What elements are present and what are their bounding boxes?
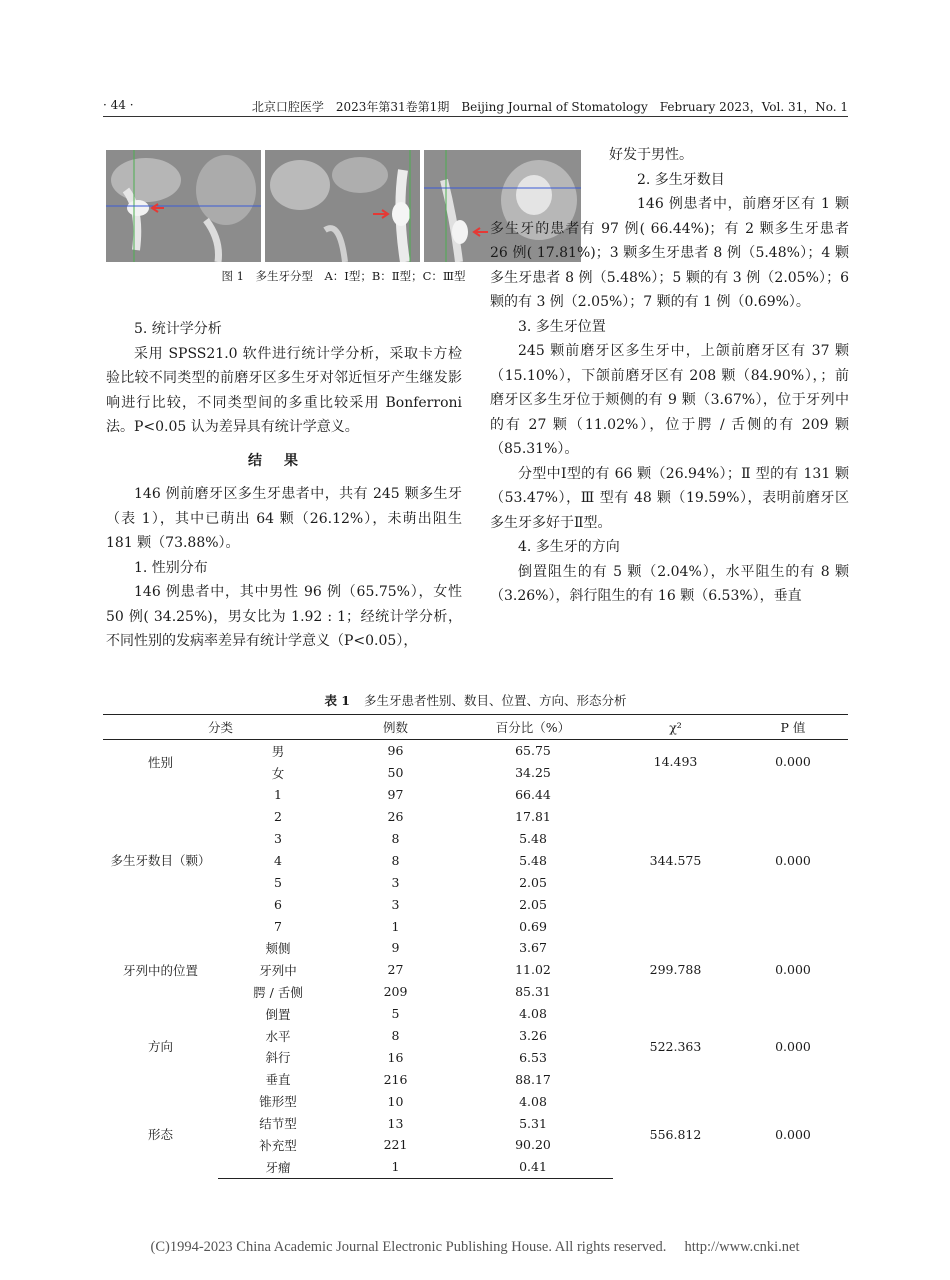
table-title: 多生牙患者性别、数目、位置、方向、形态分析 — [364, 693, 627, 708]
subcategory-cell: 结节型 — [259, 1116, 297, 1132]
table-row — [103, 784, 848, 806]
table-header-row — [103, 715, 848, 740]
count-cell: 96 — [387, 743, 404, 759]
subcategory-cell: 锥形型 — [259, 1094, 297, 1110]
table-row — [103, 937, 848, 959]
p-value-cell: 0.000 — [775, 1038, 811, 1054]
count-cell: 8 — [391, 1028, 400, 1044]
sex-heading: 1. 性别分布 — [134, 559, 208, 576]
count-cell: 1 — [338, 1156, 453, 1178]
count-cell: 10 — [387, 1093, 404, 1109]
panel-b — [265, 150, 420, 262]
subcategory-cell: 倒置 — [265, 1006, 291, 1022]
header-count: 例数 — [338, 715, 453, 740]
count-cell: 3 — [391, 874, 400, 890]
percent-cell: 2.05 — [519, 874, 547, 890]
percent-cell: 3.67 — [519, 940, 547, 956]
count-cell: 27 — [387, 962, 404, 978]
count-cell: 9 — [391, 940, 400, 956]
chi-square-cell: 299.788 — [649, 962, 702, 978]
results-paragraph: 146 例前磨牙区多生牙患者中，共有 245 颗多生牙（表 1），其中已萌出 64 颗（26.12%），未萌出阻生 181 颗（73.88%）。 — [106, 486, 462, 551]
subcategory-cell: 补充型 — [259, 1137, 297, 1153]
header-category: 分类 — [103, 715, 338, 740]
panel-a — [106, 150, 261, 262]
table-row — [103, 1003, 848, 1025]
subcategory-cell: 牙瘤 — [218, 1156, 338, 1178]
number-heading: 2. 多生牙数目 — [637, 171, 725, 188]
subcategory-cell: 5 — [274, 874, 282, 890]
continued-text: 好发于男性。 — [609, 147, 693, 163]
type-paragraph: 分型中Ⅰ型的有 66 颗（26.94%）；Ⅱ 型的有 131 颗（53.47%），Ⅲ 型有 48 颗（19.59%），表明前磨牙区多生牙多好于Ⅱ型。 — [490, 465, 849, 531]
percent-cell: 11.02 — [515, 962, 551, 978]
percent-cell: 90.20 — [515, 1137, 551, 1153]
table-label: 表 1 — [324, 693, 351, 708]
p-value-cell: 0.000 — [775, 962, 811, 978]
chi-square-cell: 522.363 — [649, 1038, 702, 1054]
group-name-cell: 多生牙数目（颗） — [110, 853, 211, 869]
table-caption — [103, 691, 848, 709]
count-cell: 5 — [391, 1006, 400, 1022]
page-number: · 44 · — [103, 98, 134, 112]
count-cell: 8 — [391, 852, 400, 868]
count-cell: 97 — [387, 787, 404, 803]
count-cell: 50 — [387, 765, 404, 781]
count-cell: 8 — [391, 831, 400, 846]
p-value-cell: 0.000 — [775, 1126, 811, 1142]
percent-cell: 2.05 — [519, 896, 547, 912]
table-row — [103, 1090, 848, 1112]
right-column-top — [609, 143, 849, 192]
count-cell: 26 — [387, 809, 404, 825]
count-cell: 13 — [387, 1115, 404, 1131]
subcategory-cell: 斜行 — [265, 1050, 291, 1066]
subcategory-cell: 垂直 — [265, 1072, 291, 1088]
subcategory-cell: 4 — [274, 852, 282, 868]
percent-cell: 5.48 — [519, 831, 547, 846]
count-cell: 3 — [391, 896, 400, 912]
subcategory-cell: 女 — [271, 765, 285, 781]
journal-info: 北京口腔医学 2023年第31卷第1期 Beijing Journal of Stomatology February 2023，Vol. 31，No. 1 — [251, 100, 848, 114]
count-cell: 216 — [383, 1071, 408, 1087]
header-chi: χ² — [613, 715, 738, 740]
percent-cell: 5.31 — [519, 1115, 547, 1131]
chi-square-cell: 14.493 — [653, 754, 698, 770]
chi-square-cell: 556.812 — [649, 1126, 702, 1142]
stat-paragraph: 采用 SPSS21.0 软件进行统计学分析，采取卡方检验比较不同类型的前磨牙区多生牙对邻近恒牙产生继发影响进行比较，不同类型间的多重比较采用 Bonferroni 法。P<0.05 认为差异具有统计学意义。 — [106, 345, 462, 435]
percent-cell: 17.81 — [515, 809, 551, 825]
percent-cell: 65.75 — [515, 743, 551, 759]
count-cell: 209 — [383, 984, 408, 1000]
results-table — [103, 714, 848, 1179]
direction-paragraph: 倒置阻生的有 5 颗（2.04%），水平阻生的有 8 颗（3.26%），斜行阻生的有 16 颗（6.53%），垂直 — [490, 563, 849, 604]
percent-cell: 3.26 — [519, 1028, 547, 1044]
percent-cell: 88.17 — [515, 1071, 551, 1087]
direction-heading: 4. 多生牙的方向 — [518, 539, 620, 555]
group-name-cell: 性别 — [147, 754, 173, 770]
count-cell: 16 — [387, 1049, 404, 1065]
subcategory-cell: 3 — [274, 831, 282, 846]
running-header — [103, 98, 848, 117]
subcategory-cell: 颊侧 — [265, 940, 291, 956]
percent-cell: 66.44 — [515, 787, 551, 803]
subcategory-cell: 1 — [274, 787, 282, 803]
group-name-cell: 牙列中的位置 — [122, 962, 198, 978]
p-value-cell: 0.000 — [775, 852, 811, 868]
subcategory-cell: 腭 / 舌侧 — [253, 984, 303, 1000]
table-body — [103, 740, 848, 1179]
results-title: 结果 — [248, 452, 320, 469]
percent-cell: 34.25 — [515, 765, 551, 781]
subcategory-cell: 2 — [274, 809, 282, 825]
percent-cell: 0.69 — [519, 918, 547, 934]
percent-cell: 0.41 — [453, 1156, 613, 1178]
subcategory-cell: 牙列中 — [259, 962, 297, 978]
percent-cell: 4.08 — [519, 1006, 547, 1022]
subcategory-cell: 水平 — [265, 1028, 291, 1044]
count-cell: 221 — [383, 1137, 408, 1153]
percent-cell: 6.53 — [519, 1049, 547, 1065]
position-heading: 3. 多生牙位置 — [518, 318, 606, 335]
copyright-footer: (C)1994-2023 China Academic Journal Electronic Publishing House. All rights reserved. http://www.cnki.net — [150, 1239, 800, 1255]
figure-caption: 图 1 多生牙分型 A：Ⅰ型；B：Ⅱ型；C：Ⅲ型 — [221, 269, 466, 283]
percent-cell: 85.31 — [515, 984, 551, 1000]
percent-cell: 5.48 — [519, 852, 547, 868]
subcategory-cell: 7 — [274, 918, 282, 934]
header-percent: 百分比（%） — [453, 715, 613, 740]
chi-square-cell: 344.575 — [649, 852, 702, 868]
group-name-cell: 形态 — [147, 1127, 173, 1143]
stat-heading: 5. 统计学分析 — [134, 321, 222, 337]
subcategory-cell: 男 — [271, 743, 285, 759]
subcategory-cell: 6 — [274, 896, 282, 912]
count-cell: 1 — [391, 918, 400, 934]
table-row — [103, 740, 848, 762]
position-paragraph: 245 颗前磨牙区多生牙中，上颌前磨牙区有 37 颗（15.10%），下颌前磨牙区有 208 颗（84.90%），；前磨牙区多生牙位于颊侧的有 9 颗（3.67%），位于牙列中的有 27 颗（11.02%），位于腭 / 舌侧的有 209 颗（85.31%）。 — [490, 343, 849, 457]
percent-cell: 4.08 — [519, 1093, 547, 1109]
number-paragraph: 146 例患者中，前磨牙区有 1 颗多生牙的患者有 97 例( 66.44%)；有 2 颗多生牙患者 26 例( 17.81%)；3 颗多生牙患者 8 例（5.48%）；4 颗多生牙患者 8 例（5.48%）；5 颗的有 3 例（2.05%）；6 颗的有 3 例（2.05%）；7 颗的有 1 例（0.69%）。 — [490, 196, 849, 310]
left-column — [106, 317, 462, 654]
p-value-cell: 0.000 — [775, 754, 811, 770]
sex-paragraph: 146 例患者中，其中男性 96 例（65.75%），女性 50 例( 34.25%)，男女比为 1.92 : 1；经统计学分析，不同性别的发病率差异有统计学意义（P<0.05）， — [106, 584, 462, 649]
header-p: P 值 — [738, 715, 848, 740]
group-name-cell: 方向 — [147, 1039, 173, 1055]
right-column — [490, 192, 849, 609]
